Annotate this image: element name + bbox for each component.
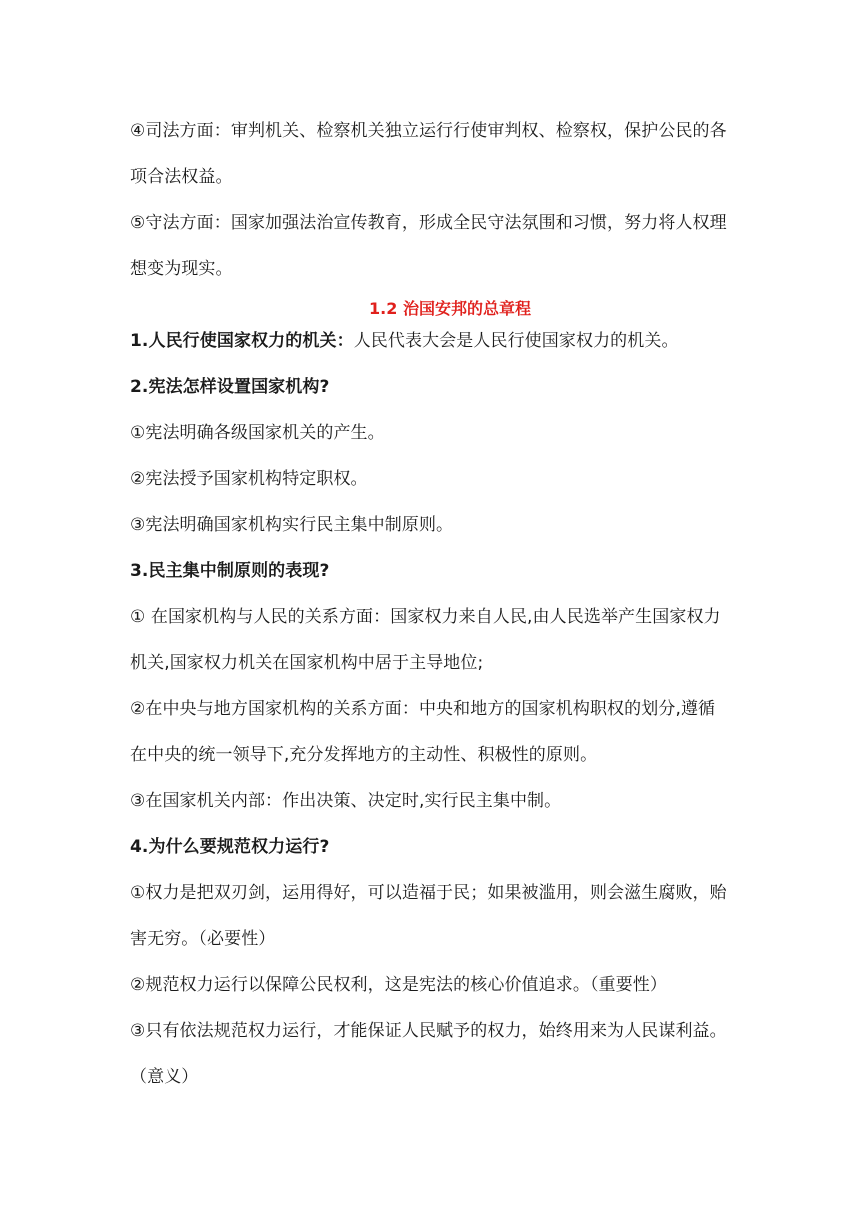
- q2-item: ②宪法授予国家机构特定职权。: [130, 469, 368, 489]
- q4-line: ②规范权力运行以保障公民权利，这是宪法的核心价值追求。（重要性）: [130, 975, 667, 995]
- text-line: ⑤守法方面：国家加强法治宣传教育，形成全民守法氛围和习惯，努力将人权理: [130, 213, 727, 233]
- q3-title: 3.民主集中制原则的表现?: [130, 561, 330, 581]
- text-line: 项合法权益。: [130, 167, 233, 187]
- q2-item: ③宪法明确国家机构实行民主集中制原则。: [130, 515, 454, 535]
- text-line: ④司法方面：审判机关、检察机关独立运行行使审判权、检察权，保护公民的各: [130, 121, 727, 141]
- q4-line: （意义）: [130, 1067, 199, 1087]
- q3-line: 在中央的统一领导下,充分发挥地方的主动性、积极性的原则。: [130, 745, 598, 765]
- q1-text: 人民代表大会是人民行使国家权力的机关。: [353, 331, 679, 351]
- q3-line: ②在中央与地方国家机构的关系方面：中央和地方的国家机构职权的划分,遵循: [130, 699, 716, 719]
- q3-line: ① 在国家机构与人民的关系方面：国家权力来自人民,由人民选举产生国家权力: [130, 607, 721, 627]
- q4-line: 害无穷。（必要性）: [130, 929, 276, 949]
- q4-line: ③只有依法规范权力运行，才能保证人民赋予的权力，始终用来为人民谋利益。: [130, 1021, 727, 1041]
- q3-line: ③在国家机关内部：作出决策、决定时,实行民主集中制。: [130, 791, 562, 811]
- q1-label: 1.人民行使国家权力的机关：: [130, 331, 354, 351]
- q2-item: ①宪法明确各级国家机关的产生。: [130, 423, 385, 443]
- q2-title: 2.宪法怎样设置国家机构?: [130, 377, 330, 397]
- q4-title: 4.为什么要规范权力运行?: [130, 837, 330, 857]
- q1-line: [130, 326, 740, 364]
- section-title: 1.2 治国安邦的总章程: [369, 299, 531, 318]
- document-page: [130, 108, 740, 1100]
- text-line: 想变为现实。: [130, 259, 233, 279]
- q3-line: 机关,国家权力机关在国家机构中居于主导地位;: [130, 653, 484, 673]
- q4-line: ①权力是把双刃剑，运用得好，可以造福于民；如果被滥用，则会滋生腐败，贻: [130, 883, 727, 903]
